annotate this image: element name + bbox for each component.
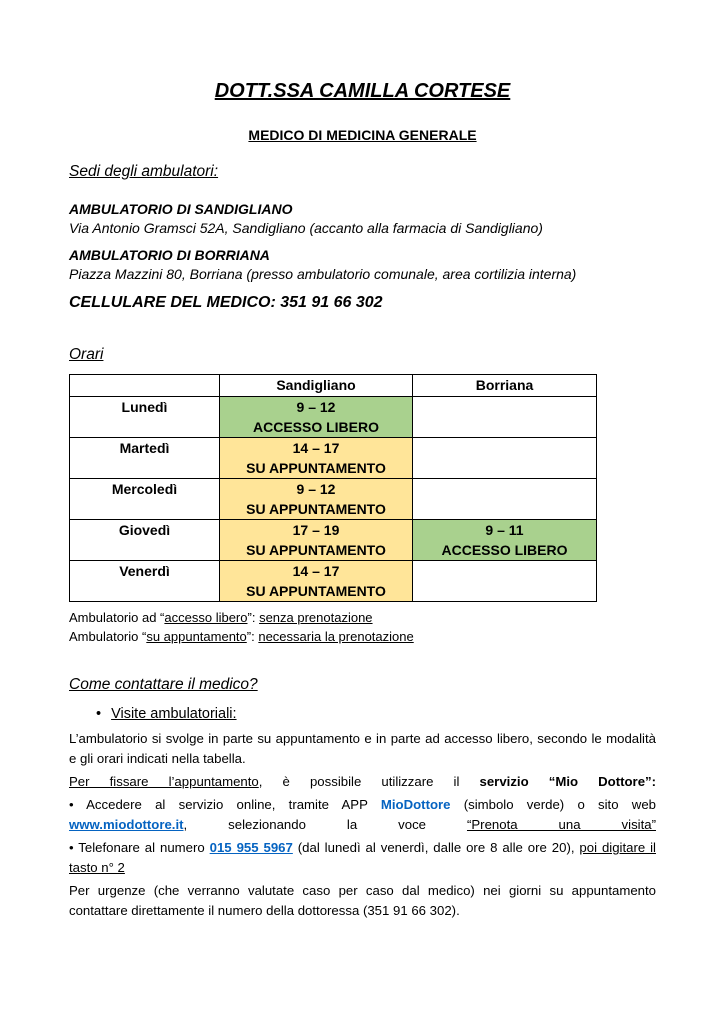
miodottore-website-link[interactable]: www.miodottore.it [69, 817, 184, 832]
borriana-column-header: Borriana [413, 375, 597, 397]
paragraph [69, 881, 656, 921]
visits-bullet-heading [69, 706, 656, 722]
slot-time: 14 – 17 [292, 563, 340, 579]
doctor-phone-line: CELLULARE DEL MEDICO: 351 91 66 302 [69, 294, 383, 311]
text-run: (dal lunedì al venerdì, dalle ore 8 alle ore 20), [292, 840, 580, 855]
contact-body [69, 729, 656, 921]
text-run: , selezionando la voce [183, 817, 467, 832]
location-sandigliano [69, 201, 656, 236]
schedule-empty-cell [413, 561, 597, 602]
schedule-legend [69, 608, 656, 646]
legend-line [69, 627, 656, 646]
schedule-day-cell: Martedì [70, 438, 220, 479]
schedule-table-body [70, 397, 597, 602]
text-run: su appuntamento [146, 629, 247, 644]
schedule-row [70, 561, 597, 602]
sandigliano-column-header: Sandigliano [220, 375, 413, 397]
location-name: AMBULATORIO DI SANDIGLIANO [69, 201, 293, 217]
slot-time: 14 – 17 [292, 440, 340, 456]
slot-mode: ACCESSO LIBERO [441, 542, 568, 558]
schedule-day-cell: Lunedì [70, 397, 220, 438]
location-name: AMBULATORIO DI BORRIANA [69, 247, 270, 263]
text-run: Ambulatorio “ [69, 629, 147, 644]
text-run: senza prenotazione [259, 610, 373, 625]
slot-mode: SU APPUNTAMENTO [246, 501, 386, 517]
slot-mode: SU APPUNTAMENTO [246, 542, 386, 558]
location-address: Piazza Mazzini 80, Borriana (presso ambulatorio comunale, area cortilizia interna) [69, 266, 577, 282]
text-run: servizio “Mio Dottore”: [479, 774, 657, 789]
slot-mode: SU APPUNTAMENTO [246, 460, 386, 476]
schedule-empty-cell [413, 479, 597, 520]
legend-line [69, 608, 656, 627]
text-run: ”: [246, 629, 259, 644]
schedule-row [70, 397, 597, 438]
page-title: DOTT.SSA CAMILLA CORTESE [214, 80, 511, 102]
schedule-day-cell: Giovedì [70, 520, 220, 561]
schedule-row [70, 438, 597, 479]
schedule-row [70, 520, 597, 561]
schedule-row [70, 479, 597, 520]
text-run: Per fissare l’appuntamento [69, 774, 259, 789]
schedule-table [69, 374, 597, 602]
bullet-icon: • [96, 706, 102, 722]
text-run: L’ambulatorio si svolge in parte su appuntamento e in parte ad accesso libero, secondo le modalità e gli orari indicati nella tabella. [69, 731, 656, 766]
schedule-slot-cell [220, 561, 413, 602]
slot-time: 17 – 19 [292, 522, 340, 538]
paragraph [69, 772, 656, 792]
text-run: • Accedere al servizio online, tramite APP [69, 797, 381, 812]
contact-heading: Come contattare il medico? [69, 676, 258, 693]
schedule-slot-cell [220, 520, 413, 561]
schedule-heading: Orari [69, 346, 104, 363]
text-run: Per urgenze (che verranno valutate caso per caso dal medico) nei giorni su appuntamento contattare direttamente il numero della dottoressa (351 91 66 302). [69, 883, 656, 918]
text-run: (simbolo verde) o sito web [450, 797, 656, 812]
visits-heading-text: Visite ambulatoriali: [111, 706, 237, 722]
text-run: • Telefonare al numero [69, 840, 210, 855]
locations-heading: Sedi degli ambulatori: [69, 163, 219, 180]
slot-mode: SU APPUNTAMENTO [246, 583, 386, 599]
schedule-slot-cell [413, 520, 597, 561]
schedule-empty-cell [413, 438, 597, 479]
schedule-header-row [70, 375, 597, 397]
text-run: Ambulatorio ad “ [69, 610, 165, 625]
location-borriana [69, 247, 656, 282]
schedule-slot-cell [220, 397, 413, 438]
text-run: “Prenota una visita” [466, 817, 656, 832]
schedule-slot-cell [220, 479, 413, 520]
phone-number-link[interactable]: 015 955 5967 [209, 840, 293, 855]
slot-time: 9 – 12 [296, 481, 336, 497]
schedule-day-cell: Venerdì [70, 561, 220, 602]
schedule-day-cell: Mercoledì [70, 479, 220, 520]
slot-time: 9 – 11 [485, 522, 524, 538]
miodottore-app-link[interactable]: MioDottore [380, 797, 451, 812]
text-run: accesso libero [164, 610, 248, 625]
page-subtitle: MEDICO DI MEDICINA GENERALE [248, 127, 477, 143]
slot-mode: ACCESSO LIBERO [252, 419, 379, 435]
text-run: poi digitare il tasto n° 2 [69, 840, 656, 875]
text-run: ”: [247, 610, 260, 625]
text-run: , è possibile utilizzare il [258, 774, 480, 789]
paragraph [69, 795, 656, 835]
slot-time: 9 – 12 [296, 399, 336, 415]
day-column-header [70, 375, 220, 397]
paragraph [69, 729, 656, 769]
schedule-slot-cell [220, 438, 413, 479]
location-address: Via Antonio Gramsci 52A, Sandigliano (accanto alla farmacia di Sandigliano) [69, 220, 543, 236]
text-run: necessaria la prenotazione [258, 629, 414, 644]
schedule-empty-cell [413, 397, 597, 438]
paragraph [69, 838, 656, 878]
